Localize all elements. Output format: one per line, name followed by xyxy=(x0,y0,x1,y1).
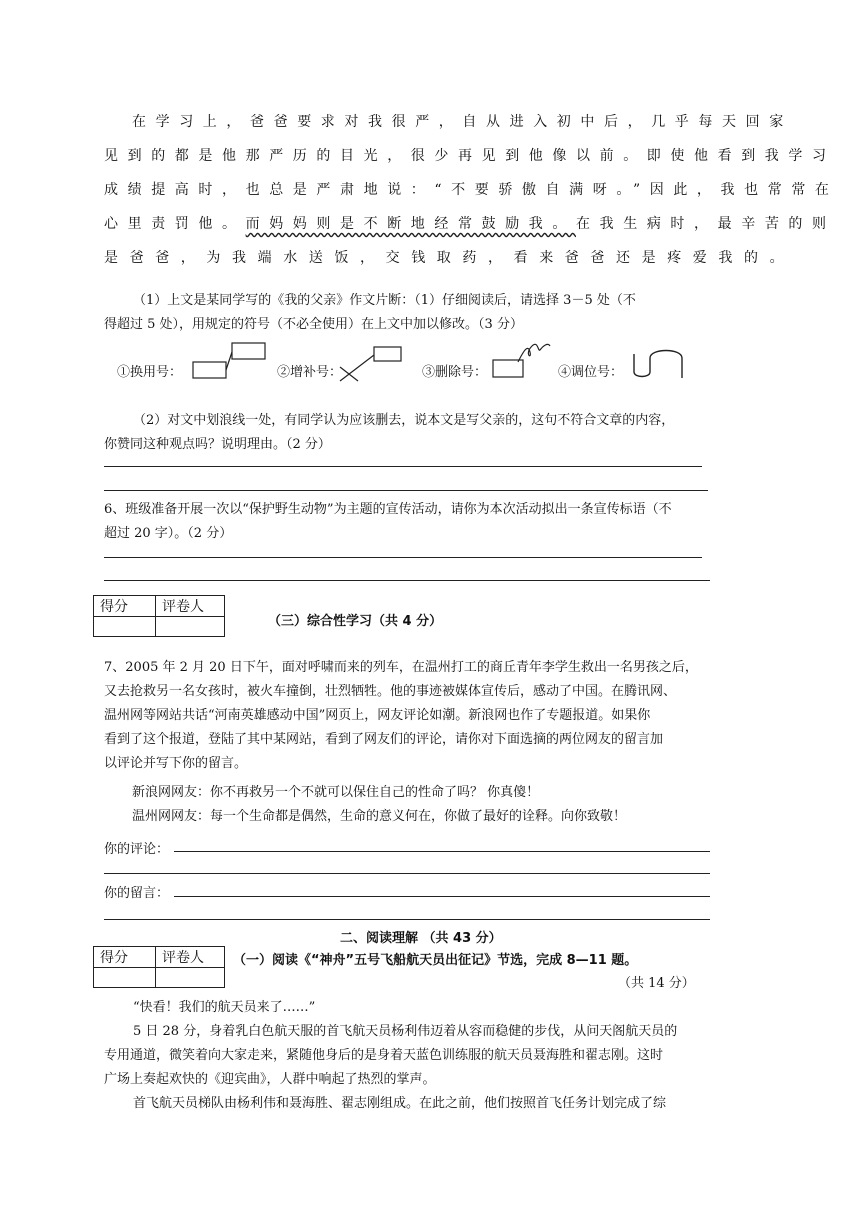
article-line-4: 广场上奏起欢快的《迎宾曲》，人群中响起了热烈的掌声。 xyxy=(104,1072,436,1087)
replace-mark-icon xyxy=(190,340,270,385)
q2-line-2: 你赞同这种观点吗？说明理由。（2 分） xyxy=(104,437,331,452)
answer-line xyxy=(104,490,708,491)
section-3-title: （三）综合性学习（共 4 分） xyxy=(268,614,443,629)
reading-1-points: （共 14 分） xyxy=(618,976,695,991)
q7-line-1: 7、2005 年 2 月 20 日下午，面对呼啸而来的列车，在温州打工的商丘青年李学生救出一名男孩之后， xyxy=(104,660,698,675)
comment-answer-line[interactable] xyxy=(174,851,710,852)
q6-line-2: 超过 20 字）。（2 分） xyxy=(104,526,233,541)
netizen-comment-sina: 新浪网网友：你不再救另一个不就可以保住自己的性命了吗？ 你真傻！ xyxy=(132,785,540,800)
netizen-comment-wenzhou: 温州网网友：每一个生命都是偶然，生命的意义何在，你做了最好的诠释。向你致敬！ xyxy=(132,809,627,824)
q7-line-2: 又去抢救另一名女孩时，被火车撞倒，壮烈牺牲。他的事迹被媒体宣传后，感动了中国。在腾讯网、 xyxy=(104,684,677,699)
your-comment-label: 你的评论： xyxy=(104,842,170,857)
q7-line-4: 看到了这个报道，登陆了其中某网站，看到了网友们的评论，请你对下面选摘的两位网友的留言加 xyxy=(104,732,664,747)
q7-line-3: 温州网等网站共话“河南英雄感动中国”网页上，网友评论如潮。新浪网也作了专题报道。如果你 xyxy=(104,708,651,723)
passage-line-5: 是爸爸，为我端水送饭，交钱取药，看来爸爸还是疼爱我的。 xyxy=(104,250,796,266)
symbol-swap-label: ④调位号： xyxy=(558,365,624,380)
score-header: 得分 xyxy=(94,596,156,617)
part-2-title: 二、阅读理解 （共 43 分） xyxy=(340,931,502,946)
your-message-label: 你的留言： xyxy=(104,886,170,901)
score-table xyxy=(93,595,225,637)
grader-cell[interactable] xyxy=(156,968,225,988)
score-cell[interactable] xyxy=(94,968,156,988)
grader-cell[interactable] xyxy=(156,617,225,637)
article-line-5: 首飞航天员梯队由杨利伟和聂海胜、翟志刚组成。在此之前，他们按照首飞任务计划完成了综 xyxy=(133,1096,667,1111)
answer-line xyxy=(104,873,710,874)
q1-line-1: （1）上文是某同学写的《我的父亲》作文片断：（1）仔细阅读后，请选择 3－5 处（不 xyxy=(133,293,636,308)
q7-line-5: 以评论并写下你的留言。 xyxy=(104,756,248,771)
grader-header: 评卷人 xyxy=(156,947,225,968)
message-answer-line[interactable] xyxy=(174,896,710,897)
answer-line xyxy=(104,919,710,920)
score-cell[interactable] xyxy=(94,617,156,637)
symbol-insert-label: ②增补号： xyxy=(277,365,343,380)
score-header: 得分 xyxy=(94,947,156,968)
q6-line-1: 6、班级准备开展一次以“保护野生动物”为主题的宣传活动，请你为本次活动拟出一条宣传标语（不 xyxy=(104,502,672,517)
delete-mark-icon xyxy=(488,340,556,384)
answer-line xyxy=(104,580,710,581)
answer-line xyxy=(104,466,702,467)
passage-line-3: 成绩提高时，也总是严肃地说：“不要骄傲自满呀。”因此，我也常常在 xyxy=(104,182,839,198)
article-line-2: 5 日 28 分，身着乳白色航天服的首飞航天员杨利伟迈着从容而稳健的步伐，从问天阁航天员的 xyxy=(133,1024,678,1039)
grader-header: 评卷人 xyxy=(156,596,225,617)
passage-line-4-end: 在我生病时，最辛苦的则 xyxy=(576,216,836,232)
score-table xyxy=(93,946,225,988)
reading-1-title: （一）阅读《“神舟”五号飞船航天员出征记》节选，完成 8—11 题。 xyxy=(233,953,638,968)
passage-line-1: 在学习上，爸爸要求对我很严，自从进入初中后，几乎每天回家 xyxy=(132,114,793,130)
passage-line-4-start: 心里责罚他。 xyxy=(104,216,246,232)
passage-line-2: 见到的都是他那严历的目光，很少再见到他像以前。即使他看到我学习 xyxy=(104,148,836,164)
insert-mark-icon xyxy=(336,343,406,385)
swap-mark-icon xyxy=(630,344,690,382)
q1-line-2: 得超过 5 处），用规定的符号（不必全使用）在上文中加以修改。（3 分） xyxy=(104,317,523,332)
passage-line-4 xyxy=(104,213,836,233)
answer-line xyxy=(104,557,702,558)
q2-line-1: （2）对文中划浪线一处，有同学认为应该删去，说本文是写父亲的，这句不符合文章的内容， xyxy=(133,413,675,428)
wavy-underlined-sentence: 而妈妈则是不断地经常鼓励我。 xyxy=(245,216,577,232)
article-line-1: “快看！我们的航天员来了……” xyxy=(133,1000,316,1015)
symbol-replace-label: ①换用号： xyxy=(117,365,183,380)
article-line-3: 专用通道，微笑着向大家走来，紧随他身后的是身着天蓝色训练服的航天员聂海胜和翟志刚。这时 xyxy=(104,1048,664,1063)
symbol-delete-label: ③删除号： xyxy=(422,365,488,380)
